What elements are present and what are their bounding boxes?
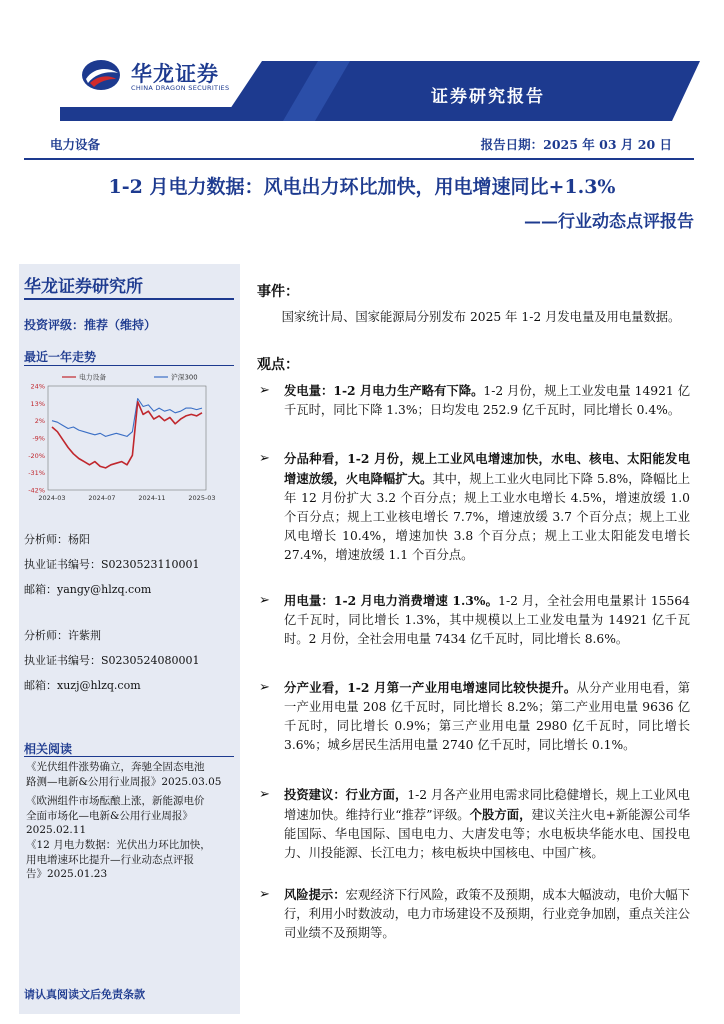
bullet-icon: ➢ bbox=[259, 787, 270, 802]
related-link[interactable]: 《欧洲组件市场酝酿上涨，新能源电价 全面市场化—电新&公用行业周报》 2025.02.11 bbox=[26, 795, 205, 837]
research-institute-name: 华龙证券研究所 bbox=[24, 277, 143, 297]
related-reading-title: 相关阅读 bbox=[24, 742, 73, 756]
trend-title: 最近一年走势 bbox=[24, 350, 97, 364]
investment-rating: 投资评级：推荐（维持） bbox=[24, 318, 157, 332]
bullet-icon: ➢ bbox=[259, 451, 270, 466]
y-tick-label: -20% bbox=[28, 451, 45, 460]
y-tick-label: 2% bbox=[34, 417, 45, 426]
x-tick-label: 2024-11 bbox=[138, 494, 166, 502]
report-type-title: 证券研究报告 bbox=[431, 87, 545, 107]
disclaimer-note: 请认真阅读文后免责条款 bbox=[24, 988, 145, 1001]
series-line bbox=[52, 399, 202, 437]
analyst-name: 分析师：杨阳 bbox=[24, 533, 90, 546]
header-banner bbox=[0, 61, 700, 121]
trend-divider bbox=[24, 365, 234, 366]
page-title: 1-2 月电力数据：风电出力环比加快，用电增速同比+1.3% bbox=[108, 176, 616, 198]
legend-label: 沪深300 bbox=[171, 373, 198, 382]
trend-chart bbox=[24, 368, 236, 508]
views-heading: 观点： bbox=[257, 357, 299, 373]
x-tick-label: 2025-03 bbox=[188, 494, 216, 502]
report-date: 报告日期：2025 年 03 月 20 日 bbox=[480, 137, 672, 152]
point-paragraph: 分产业看，1-2 月第一产业用电增速同比较快提升。从分产业用电看，第一产业用电量 208 亿千瓦时，同比增长 8.2%；第二产业用电量 9636 亿千瓦时，同比增长 0.9%；第三产业用电量 2980 亿千瓦时，同比增长 3.6%；城乡居民生活用电量 2740 亿千瓦时，同比增长 0.1%。 bbox=[284, 680, 690, 752]
analyst-cert: 执业证书编号：S0230523110001 bbox=[24, 558, 200, 571]
analyst-email[interactable]: 邮箱：yangy@hlzq.com bbox=[24, 583, 152, 596]
page-subtitle: ——行业动态点评报告 bbox=[524, 212, 694, 232]
x-tick-label: 2024-07 bbox=[88, 494, 116, 502]
y-tick-label: 24% bbox=[30, 382, 45, 391]
related-link[interactable]: 《光伏组件涨势确立，奔驰全固态电池 路测—电新&公用行业周报》2025.03.05 bbox=[26, 761, 222, 788]
related-divider bbox=[24, 756, 234, 757]
y-tick-label: -42% bbox=[28, 486, 45, 495]
point-paragraph: 发电量：1-2 月电力生产略有下降。1-2 月份，规上工业发电量 14921 亿千瓦时，同比下降 1.3%；日均发电 252.9 亿千瓦时，同比增长 0.4%。 bbox=[284, 383, 690, 417]
y-tick-label: -9% bbox=[32, 434, 45, 443]
chart-frame bbox=[48, 386, 206, 490]
header-divider bbox=[24, 158, 694, 160]
logo-subtext: CHINA DRAGON SECURITIES bbox=[131, 84, 230, 92]
analyst-name: 分析师：许紫荆 bbox=[24, 629, 101, 642]
bullet-icon: ➢ bbox=[259, 887, 270, 902]
analyst-cert: 执业证书编号：S0230524080001 bbox=[24, 654, 200, 667]
bullet-icon: ➢ bbox=[259, 680, 270, 695]
sidebar-divider bbox=[24, 298, 234, 300]
point-paragraph: 用电量：1-2 月电力消费增速 1.3%。1-2 月，全社会用电量累计 15564 亿千瓦时，同比增长 1.3%，其中规模以上工业发电量为 14921 亿千瓦时。2 月份，全社会用电量 7434 亿千瓦时，同比增长 8.6%。 bbox=[284, 593, 690, 646]
logo-text: 华龙证券 bbox=[131, 62, 219, 86]
event-text: 国家统计局、国家能源局分别发布 2025 年 1-2 月发电量及用电量数据。 bbox=[281, 310, 681, 324]
y-tick-label: 13% bbox=[30, 399, 45, 408]
point-paragraph: 风险提示：宏观经济下行风险，政策不及预期，成本大幅波动，电价大幅下行，利用小时数波动，电力市场建设不及预期，行业竞争加剧，重点关注公司业绩不及预期等。 bbox=[284, 887, 690, 940]
x-tick-label: 2024-03 bbox=[38, 494, 66, 502]
point-paragraph: 投资建议：行业方面，1-2 月各产业用电需求同比稳健增长，规上工业风电增速加快。维持行业“推荐”评级。个股方面，建议关注火电+新能源公司华能国际、华电国际、国电电力、大唐发电等；水电板块华能水电、国投电力、川投能源、长江电力；核电板块中国核电、中国广核。 bbox=[284, 787, 690, 860]
related-link[interactable]: 《12 月电力数据：光伏出力环比加快， 用电增速环比提升—行业动态点评报 告》2025.01.23 bbox=[26, 839, 211, 881]
event-heading: 事件： bbox=[257, 284, 299, 300]
point-paragraph: 分品种看，1-2 月份，规上工业风电增速加快，水电、核电、太阳能发电增速放缓，火电降幅扩大。其中，规上工业火电同比下降 5.8%，降幅比上年 12 月份扩大 3.2 个百分点；规上工业水电增长 4.5%，增速放缓 1.0 个百分点；规上工业核电增长 7.7%，增速放缓 3.7 个百分点；规上工业风电增长 10.4%，增速加快 3.8 个百分点；规上工业太阳能发电增长 27.4%，增速放缓 1.1 个百分点。 bbox=[284, 451, 690, 562]
bullet-icon: ➢ bbox=[259, 383, 270, 398]
legend-label: 电力设备 bbox=[79, 373, 107, 382]
analyst-email[interactable]: 邮箱：xuzj@hlzq.com bbox=[24, 679, 141, 692]
bullet-icon: ➢ bbox=[259, 593, 270, 608]
industry-label: 电力设备 bbox=[50, 137, 101, 152]
y-tick-label: -31% bbox=[28, 469, 45, 478]
